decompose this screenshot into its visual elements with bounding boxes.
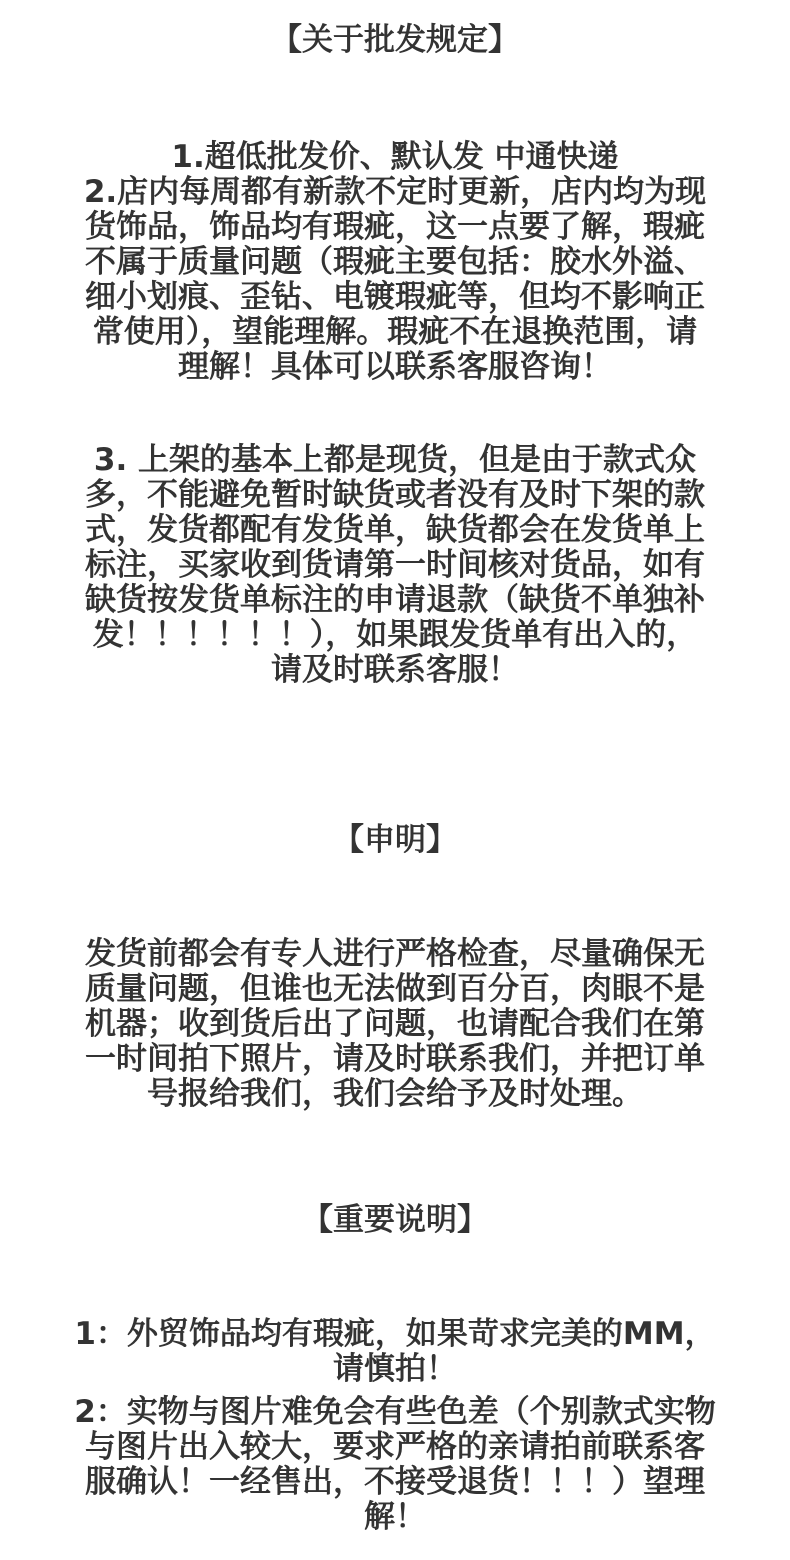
important-title: 【重要说明】 <box>302 1202 488 1238</box>
statement-body-line: 质量问题，但谁也无法做到百分百，肉眼不是 <box>85 971 705 1007</box>
important-item-2-line: 2：实物与图片难免会有些色差（个别款式实物 <box>74 1394 716 1430</box>
rules-item-1 <box>20 140 770 175</box>
rules-item-3-line: 式，发货都配有发货单，缺货都会在发货单上 <box>85 512 705 548</box>
statement-body-line: 一时间拍下照片，请及时联系我们，并把订单 <box>85 1041 705 1077</box>
important-item-1 <box>20 1317 770 1387</box>
rules-item-3-line: 缺货按发货单标注的申请退款（缺货不单独补 <box>85 582 705 618</box>
rules-item-1-line: 1.超低批发价、默认发 中通快递 <box>171 139 619 175</box>
rules-item-2-line: 不属于质量问题（瑕疵主要包括：胶水外溢、 <box>85 244 705 280</box>
rules-item-2-line: 货饰品，饰品均有瑕疵，这一点要了解，瑕疵 <box>85 209 705 245</box>
important-item-2-line: 服确认！一经售出，不接受退货！！！）望理 <box>85 1464 705 1500</box>
rules-item-3-line: 标注，买家收到货请第一时间核对货品，如有 <box>85 547 705 583</box>
rules-item-2-line: 2.店内每周都有新款不定时更新，店内均为现 <box>83 174 707 210</box>
statement-body-line: 号报给我们，我们会给予及时处理。 <box>147 1076 643 1112</box>
rules-item-3 <box>20 443 770 688</box>
important-item-1-line: 请慎拍！ <box>333 1351 457 1387</box>
important-item-2 <box>20 1395 770 1535</box>
statement-title: 【申明】 <box>333 822 457 858</box>
rules-item-2-line: 理解！具体可以联系客服咨询！ <box>178 349 612 385</box>
statement-body <box>20 937 770 1112</box>
rules-item-3-line: 3. 上架的基本上都是现货，但是由于款式众 <box>93 442 697 478</box>
rules-title: 【关于批发规定】 <box>271 22 519 58</box>
important-item-2-line: 解！ <box>364 1499 426 1535</box>
rules-item-2 <box>20 175 770 385</box>
rules-item-3-line: 多，不能避免暂时缺货或者没有及时下架的款 <box>85 477 705 513</box>
statement-body-line: 发货前都会有专人进行严格检查，尽量确保无 <box>85 936 705 972</box>
rules-item-3-line: 请及时联系客服！ <box>271 652 519 688</box>
rules-item-2-line: 细小划痕、歪钻、电镀瑕疵等，但均不影响正 <box>85 279 705 315</box>
important-item-2-line: 与图片出入较大，要求严格的亲请拍前联系客 <box>85 1429 705 1465</box>
statement-body-line: 机器；收到货后出了问题，也请配合我们在第 <box>85 1006 705 1042</box>
rules-item-3-line: 发！！！！！！），如果跟发货单有出入的， <box>92 617 698 653</box>
important-item-1-line: 1：外贸饰品均有瑕疵，如果苛求完美的MM， <box>74 1316 716 1352</box>
rules-item-2-line: 常使用），望能理解。瑕疵不在退换范围，请 <box>92 314 698 350</box>
